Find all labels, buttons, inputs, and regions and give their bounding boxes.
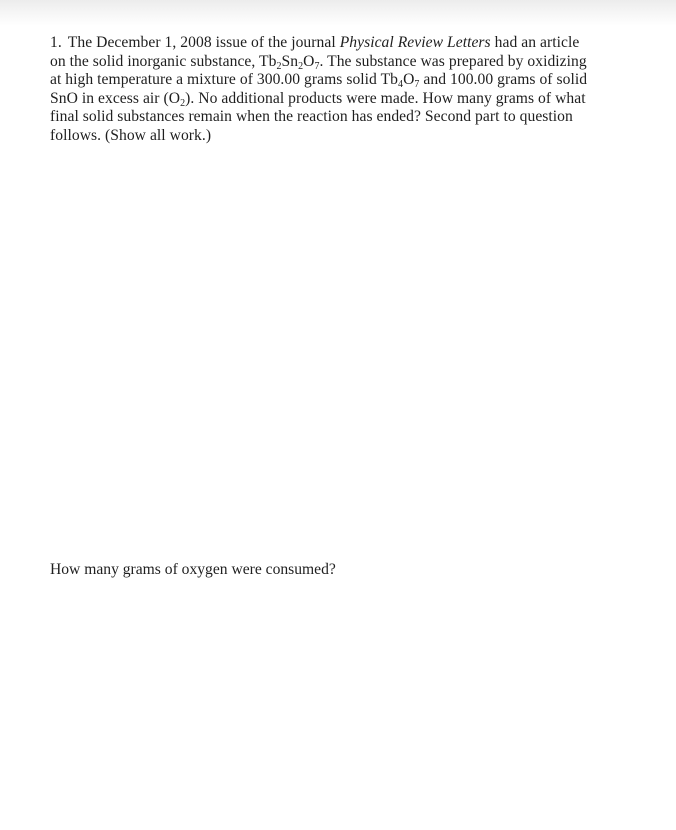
question-1-part-2: How many grams of oxygen were consumed? [50,561,336,578]
scan-edge-shadow [0,0,676,26]
journal-title: Physical Review Letters [339,34,491,51]
question-1 [50,34,660,145]
question-1-line-1: 1. The December 1, 2008 issue of the journal Physical Review Letters had an article [50,34,580,51]
question-number: 1. [50,34,62,51]
question-1-line-6: follows. (Show all work.) [50,126,212,144]
question-1-line-3: at high temperature a mixture of 300.00 grams solid $Tb_4O_7$ and 100.00 grams of solid [50,71,588,90]
question-1-line-2: on the solid inorganic substance, $Tb_2Sn_2O_7$. The substance was prepared by oxidizing [50,52,587,72]
question-1-line-4: SnO in excess air $(O_2)$. No additional products were made. How many grams of what [50,89,586,109]
question-1-line-5: final solid substances remain when the reaction has ended? Second part to question [50,108,573,125]
